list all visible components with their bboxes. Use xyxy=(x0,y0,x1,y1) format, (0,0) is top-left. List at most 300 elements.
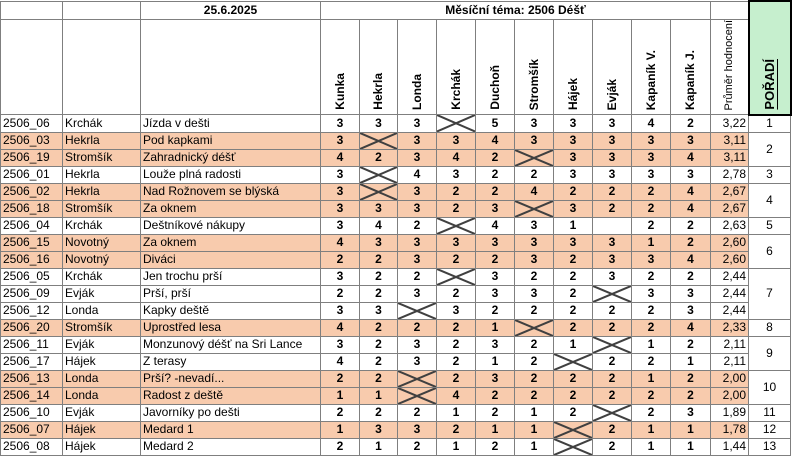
score-cell[interactable]: 3 xyxy=(593,234,632,251)
score-cell[interactable]: 3 xyxy=(671,166,711,183)
title-cell[interactable]: Prší, prší xyxy=(141,285,321,302)
title-cell[interactable]: Prší? -nevadí... xyxy=(141,370,321,387)
photo-id-cell[interactable]: 2506_05 xyxy=(1,268,63,285)
rank-cell[interactable]: 1 xyxy=(749,115,791,133)
score-cell[interactable]: 2 xyxy=(476,404,515,421)
score-cell[interactable]: 2 xyxy=(554,183,593,200)
score-cell[interactable]: 3 xyxy=(671,285,711,302)
score-cell[interactable]: 3 xyxy=(398,251,437,268)
average-cell[interactable]: 2,00 xyxy=(711,370,749,387)
score-cell[interactable]: 3 xyxy=(360,302,398,319)
score-cell[interactable]: 3 xyxy=(515,132,554,149)
score-cell[interactable]: 4 xyxy=(476,132,515,149)
score-cell[interactable]: 2 xyxy=(554,404,593,421)
score-cell[interactable]: 2 xyxy=(554,319,593,336)
excluded-score-cell[interactable] xyxy=(593,285,632,302)
score-cell[interactable]: 4 xyxy=(632,115,671,133)
score-cell[interactable]: 1 xyxy=(360,438,398,455)
score-cell[interactable]: 3 xyxy=(321,183,360,200)
score-cell[interactable]: 2 xyxy=(360,285,398,302)
score-cell[interactable]: 2 xyxy=(671,370,711,387)
score-cell[interactable]: 2 xyxy=(398,404,437,421)
score-cell[interactable]: 2 xyxy=(437,353,476,370)
rank-header[interactable] xyxy=(749,1,791,115)
score-cell[interactable]: 4 xyxy=(671,251,711,268)
excluded-score-cell[interactable] xyxy=(360,166,398,183)
score-cell[interactable]: 2 xyxy=(321,404,360,421)
score-cell[interactable]: 2 xyxy=(515,387,554,404)
photo-id-cell[interactable]: 2506_10 xyxy=(1,404,63,421)
score-cell[interactable]: 3 xyxy=(476,285,515,302)
score-cell[interactable]: 2 xyxy=(593,370,632,387)
title-header[interactable] xyxy=(141,19,321,115)
score-cell[interactable]: 2 xyxy=(593,302,632,319)
score-cell[interactable]: 3 xyxy=(554,149,593,166)
score-cell[interactable]: 5 xyxy=(476,115,515,133)
score-cell[interactable]: 3 xyxy=(398,149,437,166)
score-cell[interactable]: 1 xyxy=(632,438,671,455)
corner-cell[interactable] xyxy=(1,1,63,19)
score-cell[interactable]: 4 xyxy=(515,183,554,200)
score-cell[interactable]: 3 xyxy=(360,200,398,217)
score-cell[interactable]: 2 xyxy=(671,268,711,285)
score-cell[interactable]: 3 xyxy=(321,166,360,183)
score-cell[interactable]: 3 xyxy=(632,132,671,149)
score-cell[interactable]: 2 xyxy=(671,115,711,133)
photo-id-cell[interactable]: 2506_09 xyxy=(1,285,63,302)
score-cell[interactable]: 3 xyxy=(321,132,360,149)
score-cell[interactable]: 2 xyxy=(554,387,593,404)
photo-id-cell[interactable]: 2506_04 xyxy=(1,217,63,234)
score-cell[interactable]: 2 xyxy=(321,251,360,268)
score-cell[interactable]: 3 xyxy=(398,183,437,200)
score-cell[interactable]: 3 xyxy=(554,234,593,251)
score-cell[interactable]: 2 xyxy=(632,387,671,404)
score-cell[interactable]: 2 xyxy=(360,268,398,285)
score-cell[interactable]: 3 xyxy=(398,115,437,133)
excluded-score-cell[interactable] xyxy=(360,132,398,149)
score-cell[interactable]: 3 xyxy=(437,166,476,183)
title-cell[interactable]: Zahradnický déšť xyxy=(141,149,321,166)
excluded-score-cell[interactable] xyxy=(593,336,632,353)
score-cell[interactable]: 2 xyxy=(671,217,711,234)
score-cell[interactable]: 2 xyxy=(593,353,632,370)
author-cell[interactable]: Londa xyxy=(63,302,141,319)
author-cell[interactable]: Novotný xyxy=(63,251,141,268)
theme-cell[interactable]: Měsíční téma: 2506 Déšť xyxy=(321,1,711,19)
score-cell[interactable]: 1 xyxy=(437,404,476,421)
judge-header[interactable] xyxy=(632,19,671,115)
score-cell[interactable]: 3 xyxy=(593,115,632,133)
score-cell[interactable]: 3 xyxy=(515,115,554,133)
score-cell[interactable]: 3 xyxy=(515,234,554,251)
score-cell[interactable]: 2 xyxy=(398,438,437,455)
score-cell[interactable]: 3 xyxy=(321,268,360,285)
score-cell[interactable]: 3 xyxy=(515,217,554,234)
score-cell[interactable]: 3 xyxy=(437,302,476,319)
title-cell[interactable]: Nad Rožnovem se blýská xyxy=(141,183,321,200)
rank-cell[interactable]: 2 xyxy=(749,132,791,166)
excluded-score-cell[interactable] xyxy=(398,302,437,319)
average-cell[interactable]: 2,63 xyxy=(711,217,749,234)
title-cell[interactable]: Jízda v dešti xyxy=(141,115,321,133)
score-cell[interactable]: 1 xyxy=(476,319,515,336)
date-cell[interactable]: 25.6.2025 xyxy=(141,1,321,19)
photo-id-cell[interactable]: 2506_13 xyxy=(1,370,63,387)
score-cell[interactable]: 2 xyxy=(593,421,632,438)
author-cell[interactable]: Stromšík xyxy=(63,319,141,336)
score-cell[interactable]: 2 xyxy=(398,319,437,336)
judge-header[interactable] xyxy=(321,19,360,115)
photo-id-cell[interactable]: 2506_17 xyxy=(1,353,63,370)
score-cell[interactable]: 2 xyxy=(476,183,515,200)
score-cell[interactable]: 3 xyxy=(632,166,671,183)
score-cell[interactable]: 4 xyxy=(360,217,398,234)
rank-cell[interactable]: 9 xyxy=(749,336,791,370)
excluded-score-cell[interactable] xyxy=(437,217,476,234)
score-cell[interactable]: 4 xyxy=(321,353,360,370)
score-cell[interactable]: 3 xyxy=(593,149,632,166)
average-cell[interactable]: 3,11 xyxy=(711,132,749,149)
score-cell[interactable]: 3 xyxy=(593,268,632,285)
excluded-score-cell[interactable] xyxy=(515,200,554,217)
score-cell[interactable]: 1 xyxy=(321,421,360,438)
author-cell[interactable]: Evják xyxy=(63,285,141,302)
excluded-score-cell[interactable] xyxy=(398,370,437,387)
score-cell[interactable]: 4 xyxy=(321,149,360,166)
score-cell[interactable]: 1 xyxy=(476,421,515,438)
score-cell[interactable]: 3 xyxy=(437,132,476,149)
score-cell[interactable]: 3 xyxy=(554,115,593,133)
average-cell[interactable]: 3,22 xyxy=(711,115,749,133)
average-cell[interactable]: 2,67 xyxy=(711,200,749,217)
score-cell[interactable]: 2 xyxy=(632,217,671,234)
excluded-score-cell[interactable] xyxy=(554,438,593,455)
title-cell[interactable]: Z terasy xyxy=(141,353,321,370)
title-cell[interactable]: Za oknem xyxy=(141,200,321,217)
judge-header[interactable] xyxy=(593,19,632,115)
judge-header[interactable] xyxy=(360,19,398,115)
average-cell[interactable]: 1,78 xyxy=(711,421,749,438)
author-cell[interactable]: Hájek xyxy=(63,438,141,455)
score-cell[interactable]: 3 xyxy=(476,370,515,387)
score-cell[interactable]: 3 xyxy=(554,166,593,183)
score-cell[interactable]: 2 xyxy=(515,353,554,370)
score-cell[interactable]: 2 xyxy=(593,319,632,336)
score-cell[interactable]: 1 xyxy=(321,387,360,404)
average-cell[interactable]: 2,44 xyxy=(711,302,749,319)
score-cell[interactable]: 3 xyxy=(593,132,632,149)
judge-header[interactable] xyxy=(671,19,711,115)
average-header[interactable] xyxy=(711,19,749,115)
score-cell[interactable]: 3 xyxy=(554,200,593,217)
photo-id-cell[interactable]: 2506_07 xyxy=(1,421,63,438)
score-cell[interactable]: 4 xyxy=(398,166,437,183)
rank-cell[interactable]: 11 xyxy=(749,404,791,421)
judge-header[interactable] xyxy=(476,19,515,115)
blank-header-cell[interactable] xyxy=(63,1,141,19)
score-cell[interactable]: 2 xyxy=(515,268,554,285)
author-cell[interactable]: Hájek xyxy=(63,421,141,438)
score-cell[interactable]: 2 xyxy=(476,387,515,404)
author-cell[interactable]: Londa xyxy=(63,370,141,387)
excluded-score-cell[interactable] xyxy=(515,149,554,166)
rank-cell[interactable]: 6 xyxy=(749,234,791,268)
score-cell[interactable]: 2 xyxy=(515,370,554,387)
excluded-score-cell[interactable] xyxy=(554,353,593,370)
score-cell[interactable]: 3 xyxy=(398,421,437,438)
title-cell[interactable]: Javorníky po dešti xyxy=(141,404,321,421)
average-cell[interactable]: 2,60 xyxy=(711,251,749,268)
rank-cell[interactable]: 8 xyxy=(749,319,791,336)
score-cell[interactable]: 4 xyxy=(437,149,476,166)
score-cell[interactable]: 2 xyxy=(321,285,360,302)
average-cell[interactable]: 2,11 xyxy=(711,353,749,370)
author-cell[interactable]: Krchák xyxy=(63,115,141,133)
score-cell[interactable]: 3 xyxy=(321,336,360,353)
score-cell[interactable]: 2 xyxy=(632,183,671,200)
score-cell[interactable]: 2 xyxy=(360,251,398,268)
score-cell[interactable]: 3 xyxy=(632,285,671,302)
photo-id-cell[interactable]: 2506_18 xyxy=(1,200,63,217)
score-cell[interactable]: 2 xyxy=(593,200,632,217)
score-cell[interactable]: 1 xyxy=(632,234,671,251)
score-cell[interactable]: 3 xyxy=(398,200,437,217)
title-cell[interactable]: Kapky deště xyxy=(141,302,321,319)
score-cell[interactable]: 2 xyxy=(593,387,632,404)
score-cell[interactable]: 1 xyxy=(632,421,671,438)
score-cell[interactable]: 2 xyxy=(437,370,476,387)
score-cell[interactable]: 4 xyxy=(321,319,360,336)
score-cell[interactable]: 2 xyxy=(554,268,593,285)
score-cell[interactable]: 3 xyxy=(671,132,711,149)
score-cell[interactable]: 3 xyxy=(515,251,554,268)
score-cell[interactable]: 3 xyxy=(398,285,437,302)
judge-header[interactable] xyxy=(437,19,476,115)
score-cell[interactable]: 3 xyxy=(321,200,360,217)
average-cell[interactable]: 3,11 xyxy=(711,149,749,166)
score-cell[interactable]: 1 xyxy=(476,353,515,370)
score-cell[interactable]: 4 xyxy=(321,234,360,251)
score-cell[interactable]: 2 xyxy=(398,268,437,285)
average-cell[interactable]: 2,44 xyxy=(711,268,749,285)
title-cell[interactable]: Deštníkové nákupy xyxy=(141,217,321,234)
score-cell[interactable]: 2 xyxy=(554,370,593,387)
score-cell[interactable]: 2 xyxy=(476,302,515,319)
score-cell[interactable]: 4 xyxy=(671,200,711,217)
average-cell[interactable]: 2,60 xyxy=(711,234,749,251)
score-cell[interactable]: 2 xyxy=(554,251,593,268)
photo-id-cell[interactable]: 2506_14 xyxy=(1,387,63,404)
score-cell[interactable]: 2 xyxy=(632,319,671,336)
score-cell[interactable]: 2 xyxy=(360,353,398,370)
score-cell[interactable]: 1 xyxy=(554,336,593,353)
score-cell[interactable]: 2 xyxy=(632,353,671,370)
average-cell[interactable]: 2,44 xyxy=(711,285,749,302)
excluded-score-cell[interactable] xyxy=(398,387,437,404)
title-cell[interactable]: Uprostřed lesa xyxy=(141,319,321,336)
score-cell[interactable]: 1 xyxy=(554,217,593,234)
score-cell[interactable]: 2 xyxy=(476,251,515,268)
score-cell[interactable]: 2 xyxy=(476,438,515,455)
excluded-score-cell[interactable] xyxy=(593,404,632,421)
author-header[interactable] xyxy=(63,19,141,115)
author-cell[interactable]: Hekrla xyxy=(63,132,141,149)
author-cell[interactable]: Evják xyxy=(63,336,141,353)
rank-cell[interactable]: 10 xyxy=(749,370,791,404)
title-cell[interactable]: Jen trochu prší xyxy=(141,268,321,285)
score-cell[interactable]: 3 xyxy=(476,336,515,353)
score-cell[interactable]: 2 xyxy=(437,285,476,302)
score-cell[interactable]: 2 xyxy=(360,370,398,387)
score-cell[interactable]: 1 xyxy=(671,438,711,455)
score-cell[interactable]: 2 xyxy=(476,149,515,166)
score-cell[interactable]: 2 xyxy=(632,268,671,285)
score-cell[interactable]: 2 xyxy=(437,251,476,268)
score-cell[interactable]: 2 xyxy=(437,200,476,217)
score-cell[interactable]: 3 xyxy=(671,302,711,319)
score-cell[interactable]: 2 xyxy=(593,438,632,455)
avg-top-cell[interactable] xyxy=(711,1,749,19)
score-cell[interactable]: 1 xyxy=(515,438,554,455)
score-cell[interactable]: 2 xyxy=(593,183,632,200)
title-cell[interactable]: Za oknem xyxy=(141,234,321,251)
title-cell[interactable]: Monzunový déšť na Sri Lance xyxy=(141,336,321,353)
photo-id-cell[interactable]: 2506_02 xyxy=(1,183,63,200)
score-cell[interactable]: 2 xyxy=(632,200,671,217)
score-cell[interactable]: 2 xyxy=(437,183,476,200)
photo-id-cell[interactable]: 2506_15 xyxy=(1,234,63,251)
score-cell[interactable]: 2 xyxy=(515,336,554,353)
score-cell[interactable]: 1 xyxy=(515,404,554,421)
author-cell[interactable]: Novotný xyxy=(63,234,141,251)
title-cell[interactable]: Pod kapkami xyxy=(141,132,321,149)
photo-id-cell[interactable]: 2506_01 xyxy=(1,166,63,183)
score-cell[interactable]: 2 xyxy=(437,319,476,336)
author-cell[interactable]: Londa xyxy=(63,387,141,404)
score-cell[interactable]: 4 xyxy=(671,319,711,336)
score-cell[interactable]: 3 xyxy=(476,268,515,285)
judge-header[interactable] xyxy=(554,19,593,115)
title-cell[interactable]: Radost z deště xyxy=(141,387,321,404)
average-cell[interactable]: 2,11 xyxy=(711,336,749,353)
score-cell[interactable]: 4 xyxy=(671,149,711,166)
id-header[interactable] xyxy=(1,19,63,115)
score-cell[interactable]: 2 xyxy=(321,370,360,387)
average-cell[interactable]: 1,44 xyxy=(711,438,749,455)
title-cell[interactable]: Diváci xyxy=(141,251,321,268)
rank-cell[interactable]: 5 xyxy=(749,217,791,234)
score-cell[interactable]: 4 xyxy=(671,183,711,200)
author-cell[interactable]: Hekrla xyxy=(63,166,141,183)
score-cell[interactable]: 1 xyxy=(360,387,398,404)
score-cell[interactable]: 3 xyxy=(632,251,671,268)
score-cell[interactable]: 2 xyxy=(632,404,671,421)
score-cell[interactable]: 1 xyxy=(671,353,711,370)
score-cell[interactable]: 2 xyxy=(632,302,671,319)
author-cell[interactable]: Evják xyxy=(63,404,141,421)
score-cell[interactable]: 3 xyxy=(476,200,515,217)
score-cell[interactable]: 1 xyxy=(632,370,671,387)
score-cell[interactable]: 3 xyxy=(321,302,360,319)
score-cell[interactable]: 2 xyxy=(437,421,476,438)
judge-header[interactable] xyxy=(515,19,554,115)
score-cell[interactable]: 3 xyxy=(593,251,632,268)
average-cell[interactable]: 2,00 xyxy=(711,387,749,404)
excluded-score-cell[interactable] xyxy=(437,268,476,285)
score-cell[interactable]: 3 xyxy=(476,234,515,251)
photo-id-cell[interactable]: 2506_19 xyxy=(1,149,63,166)
photo-id-cell[interactable]: 2506_08 xyxy=(1,438,63,455)
rank-cell[interactable]: 7 xyxy=(749,268,791,319)
score-cell[interactable]: 2 xyxy=(671,336,711,353)
rank-cell[interactable]: 13 xyxy=(749,438,791,455)
score-cell[interactable]: 2 xyxy=(476,166,515,183)
score-cell[interactable]: 3 xyxy=(321,115,360,133)
author-cell[interactable]: Stromšík xyxy=(63,149,141,166)
rank-cell[interactable]: 3 xyxy=(749,166,791,183)
judge-header[interactable] xyxy=(398,19,437,115)
author-cell[interactable]: Hájek xyxy=(63,353,141,370)
photo-id-cell[interactable]: 2506_03 xyxy=(1,132,63,149)
score-cell[interactable]: 2 xyxy=(671,234,711,251)
score-cell[interactable]: 4 xyxy=(437,387,476,404)
title-cell[interactable]: Medard 2 xyxy=(141,438,321,455)
score-cell[interactable]: 3 xyxy=(398,353,437,370)
score-cell[interactable]: 3 xyxy=(554,132,593,149)
score-cell[interactable]: 2 xyxy=(437,336,476,353)
author-cell[interactable]: Hekrla xyxy=(63,183,141,200)
score-cell[interactable]: 1 xyxy=(671,421,711,438)
score-cell[interactable]: 3 xyxy=(360,115,398,133)
score-cell[interactable]: 3 xyxy=(515,285,554,302)
author-cell[interactable]: Stromšík xyxy=(63,200,141,217)
score-cell[interactable]: 2 xyxy=(515,166,554,183)
score-cell[interactable]: 3 xyxy=(671,404,711,421)
score-cell[interactable]: 4 xyxy=(476,217,515,234)
title-cell[interactable]: Louže plná radosti xyxy=(141,166,321,183)
author-cell[interactable]: Krchák xyxy=(63,268,141,285)
score-cell[interactable]: 2 xyxy=(398,217,437,234)
score-cell[interactable]: 2 xyxy=(554,285,593,302)
average-cell[interactable]: 2,33 xyxy=(711,319,749,336)
score-cell[interactable]: 3 xyxy=(437,234,476,251)
rank-cell[interactable]: 12 xyxy=(749,421,791,438)
score-cell[interactable]: 2 xyxy=(360,336,398,353)
excluded-score-cell[interactable] xyxy=(360,183,398,200)
score-cell[interactable]: 1 xyxy=(437,438,476,455)
score-cell[interactable]: 2 xyxy=(515,302,554,319)
score-cell[interactable]: 3 xyxy=(398,132,437,149)
photo-id-cell[interactable]: 2506_06 xyxy=(1,115,63,133)
excluded-score-cell[interactable] xyxy=(515,319,554,336)
score-cell[interactable]: 1 xyxy=(515,421,554,438)
score-cell[interactable]: 2 xyxy=(360,404,398,421)
average-cell[interactable]: 2,67 xyxy=(711,183,749,200)
photo-id-cell[interactable]: 2506_16 xyxy=(1,251,63,268)
author-cell[interactable]: Krchák xyxy=(63,217,141,234)
score-cell[interactable]: 3 xyxy=(398,336,437,353)
score-cell[interactable]: 1 xyxy=(632,336,671,353)
score-cell[interactable]: 3 xyxy=(360,421,398,438)
score-cell[interactable]: 3 xyxy=(593,166,632,183)
rank-cell[interactable]: 4 xyxy=(749,183,791,217)
average-cell[interactable]: 1,89 xyxy=(711,404,749,421)
score-cell[interactable]: 3 xyxy=(398,234,437,251)
average-cell[interactable]: 2,78 xyxy=(711,166,749,183)
score-cell[interactable]: 3 xyxy=(632,149,671,166)
score-cell[interactable]: 2 xyxy=(321,438,360,455)
